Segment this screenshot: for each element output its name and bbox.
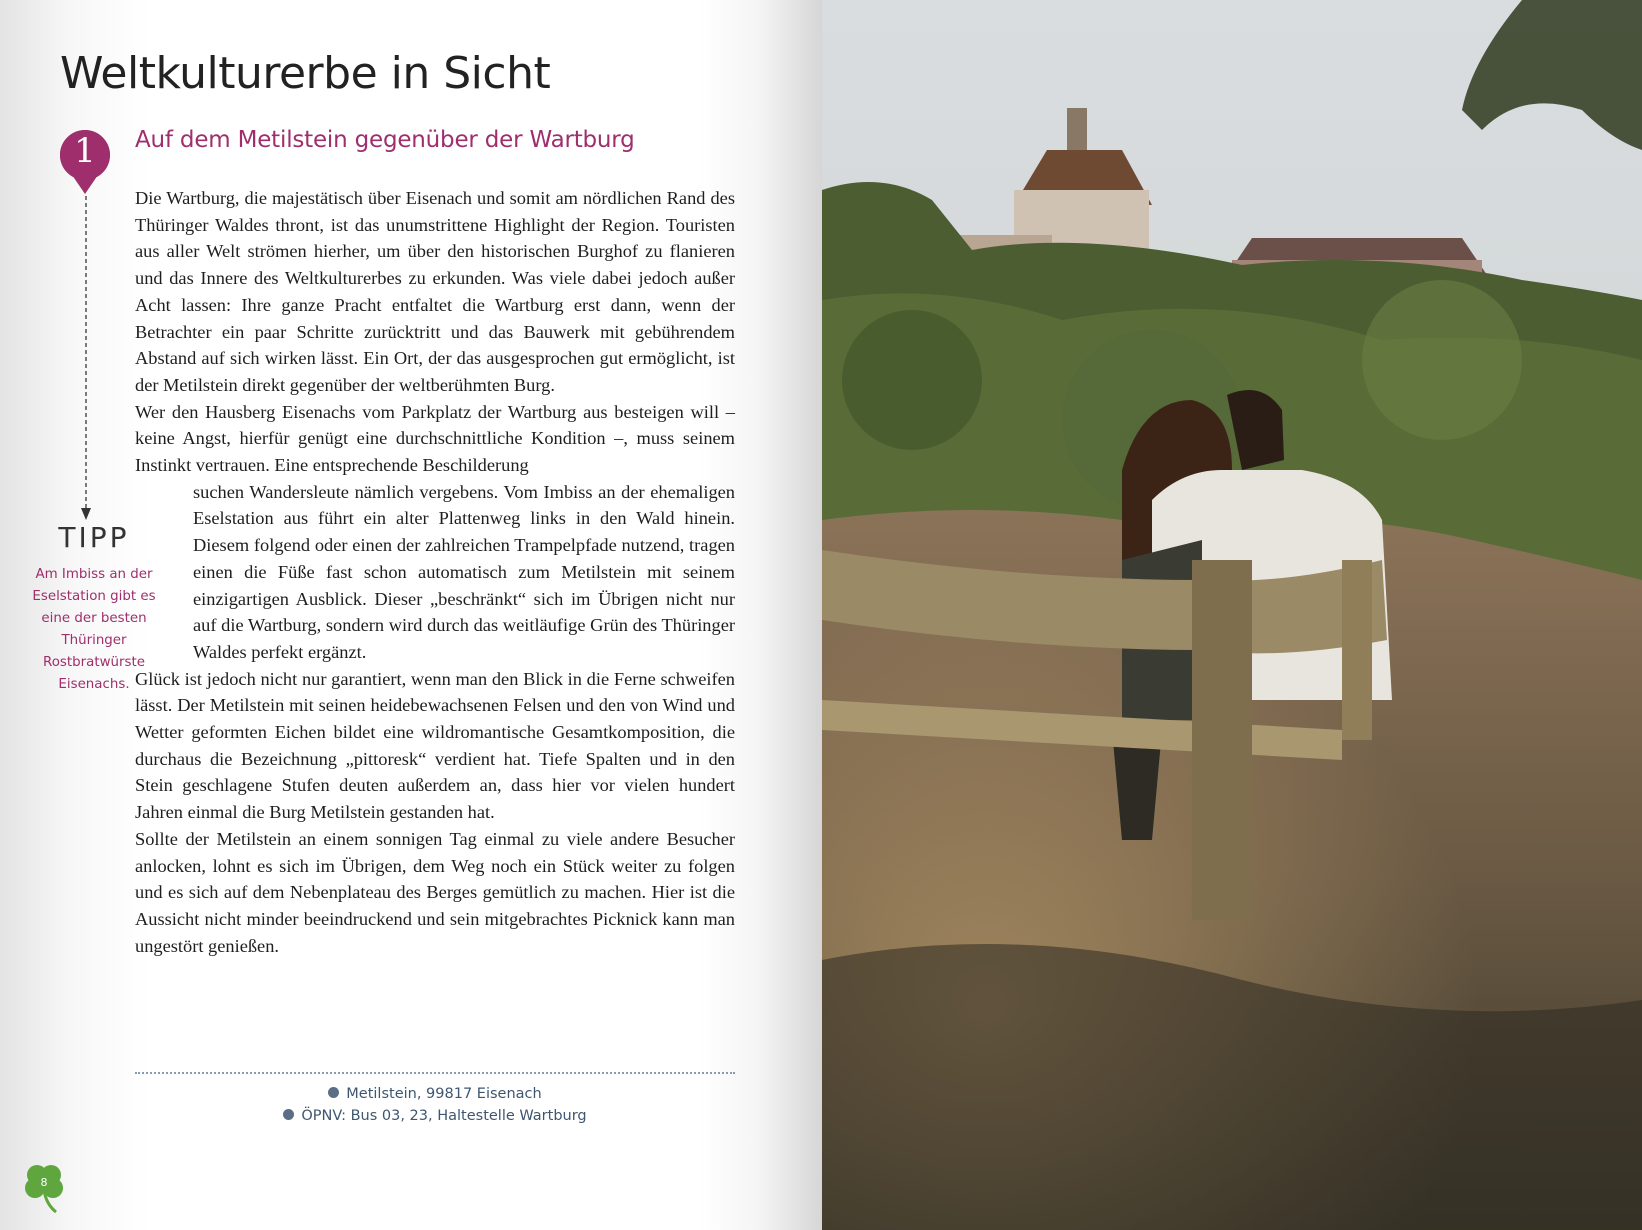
section-number: 1: [74, 131, 96, 171]
page-number: 8: [40, 1176, 48, 1189]
dashed-arrow-icon: [79, 196, 93, 522]
page-title: Weltkulturerbe in Sicht: [60, 48, 551, 99]
dotted-divider: [135, 1072, 735, 1074]
section-subtitle: Auf dem Metilstein gegenüber der Wartburg: [135, 127, 635, 153]
info-address: [135, 1083, 735, 1105]
photo-wartburg-bench: [822, 0, 1642, 1230]
address-text: Metilstein, 99817 Eisenach: [346, 1086, 542, 1102]
tip-label: TIPP: [58, 521, 130, 554]
info-box: [135, 1083, 735, 1127]
photo-illustration: [822, 0, 1642, 1230]
bullet-icon: [328, 1087, 339, 1098]
body-paragraph: Glück ist jedoch nicht nur garantiert, wenn man den Blick in die Ferne schweifen lässt. Der Metilstein mit seinen heidebewachsenen Felsen und den von Wind und Wetter geformten Eichen bildet eine wildromantische Gesamtkomposition, die durchaus die Bezeichnung „pittoresk“ verdient hat. Tiefe Spalten und in den Stein geschlagene Stufen deuten außerdem an, dass hier vor vielen hundert Jahren einmal die Burg Metilstein gestanden hat.: [135, 668, 735, 823]
body-paragraph: Sollte der Metilstein an einem sonnigen Tag einmal zu viele andere Besucher anlocken, lohnt es sich im Übrigen, dem Weg noch ein Stück weiter zu folgen und es sich auf dem Nebenplateau des Berges gemütlich zu machen. Hier ist die Aussicht nicht minder beeindruckend und sein mitgebrachtes Picknick kann man ungestört genießen.: [135, 828, 735, 956]
transit-text: ÖPNV: Bus 03, 23, Haltestelle Wartburg: [301, 1108, 587, 1124]
article-body: [135, 185, 735, 959]
body-paragraph: Wer den Hausberg Eisenachs vom Parkplatz der Wartburg aus besteigen will – keine Angst, hierfür genügt eine durchschnittliche Kondition –, muss seinem Instinkt vertrauen. Eine entsprechende Beschilderung: [135, 401, 735, 476]
info-transit: [135, 1105, 735, 1127]
body-paragraph-indented: suchen Wandersleute nämlich vergebens. Vom Imbiss an der ehemaligen Eselstation aus führt ein alter Plattenweg links in den Wald hinein. Diesem folgend oder einen der zahlreichen Trampelpfade nutzend, tragen einen die Füße fast schon automatisch zum Metilstein mit seinem einzigartigen Ausblick. Dieser „beschränkt“ sich im Übrigen nicht nur auf die Wartburg, sondern wird durch das weitläufige Grün des Thüringer Waldes perfekt ergänzt.: [193, 481, 735, 662]
bullet-icon: [283, 1109, 294, 1120]
tip-text: Am Imbiss an der Eselstation gibt es eine der besten Thüringer Rostbratwürste Eisenachs.: [32, 567, 156, 692]
body-paragraph: Die Wartburg, die majestätisch über Eisenach und somit am nördlichen Rand des Thüringer Waldes thront, ist das unumstrittene Highlight der Region. Touristen aus aller Welt strömen hierher, um über den historischen Burghof zu flanieren und das Innere des Weltkulturerbes zu erkunden. Was viele dabei jedoch außer Acht lassen: Ihre ganze Pracht entfaltet die Wartburg erst dann, wenn der Betrachter ein paar Schritte zurücktritt und das Bauwerk mit gebührendem Abstand auf sich wirken lässt. Ein Ort, der das ausgesprochen gut ermöglicht, ist der Metilstein direkt gegenüber der weltberühmten Burg.: [135, 188, 735, 395]
